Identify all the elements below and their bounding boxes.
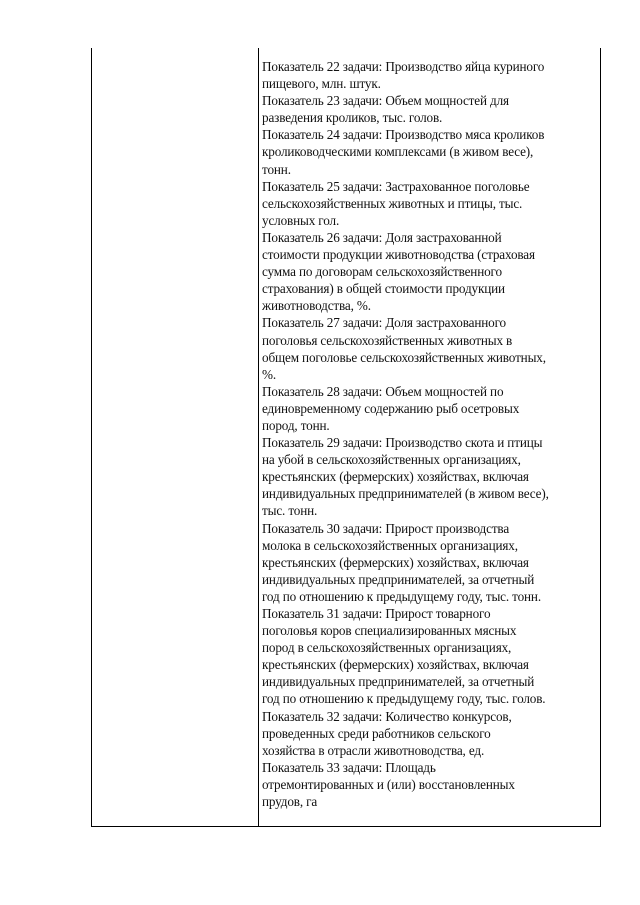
text-line: Показатель 24 задачи: Производство мяса кроликов bbox=[262, 127, 545, 143]
text-line: крестьянских (фермерских) хозяйствах, включая bbox=[262, 657, 529, 673]
text-line: крестьянских (фермерских) хозяйствах, включая bbox=[262, 469, 529, 485]
text-line: тыс. тонн. bbox=[262, 503, 318, 519]
text-line: Показатель 32 задачи: Количество конкурсов, bbox=[262, 708, 512, 724]
text-line: сумма по договорам сельскохозяйственного bbox=[262, 264, 502, 280]
text-line: на убой в сельскохозяйственных организациях, bbox=[262, 452, 521, 468]
text-line: сельскохозяйственных животных и птицы, тыс. bbox=[262, 195, 523, 211]
text-line: Показатель 26 задачи: Доля застрахованной bbox=[262, 229, 502, 245]
text-line: Показатель 29 задачи: Производство скота и птицы bbox=[262, 435, 543, 451]
text-line: стоимости продукции животноводства (страховая bbox=[262, 247, 535, 263]
text-line: страхования) в общей стоимости продукции bbox=[262, 281, 505, 297]
text-line: Показатель 33 задачи: Площадь bbox=[262, 759, 436, 775]
text-line: Показатель 30 задачи: Прирост производства bbox=[262, 520, 510, 536]
text-line: кролиководческими комплексами (в живом весе), bbox=[262, 144, 534, 160]
text-line: условных гол. bbox=[262, 212, 340, 228]
text-line: отремонтированных и (или) восстановленных bbox=[262, 776, 515, 792]
text-line: индивидуальных предпринимателей, за отчетный bbox=[262, 571, 535, 587]
text-line: год по отношению к предыдущему году, тыс. голов. bbox=[262, 691, 546, 707]
text-line: единовременному содержанию рыб осетровых bbox=[262, 400, 520, 416]
text-line: тонн. bbox=[262, 161, 291, 177]
text-line: поголовья коров специализированных мясных bbox=[262, 623, 517, 639]
text-line: пищевого, млн. штук. bbox=[262, 76, 381, 92]
text-line: Показатель 25 задачи: Застрахованное поголовье bbox=[262, 178, 530, 194]
text-line: пород в сельскохозяйственных организациях, bbox=[262, 640, 512, 656]
text-line: пород, тонн. bbox=[262, 417, 330, 433]
text-line: Показатель 22 задачи: Производство яйца куриного bbox=[262, 59, 545, 74]
text-line: индивидуальных предпринимателей, за отчетный bbox=[262, 674, 535, 690]
text-line: животноводства, %. bbox=[262, 298, 371, 314]
text-line: Показатель 23 задачи: Объем мощностей для bbox=[262, 93, 509, 109]
text-line: год по отношению к предыдущему году, тыс. тонн. bbox=[262, 588, 541, 604]
column-divider bbox=[258, 48, 259, 827]
text-line: поголовья сельскохозяйственных животных в bbox=[262, 332, 513, 348]
text-line: общем поголовье сельскохозяйственных животных, bbox=[262, 349, 546, 365]
text-line: разведения кроликов, тыс. голов. bbox=[262, 110, 443, 126]
text-line: прудов, га bbox=[262, 794, 318, 810]
text-line: Показатель 27 задачи: Доля застрахованного bbox=[262, 315, 506, 331]
text-line: Показатель 28 задачи: Объем мощностей по bbox=[262, 383, 504, 399]
text-line: %. bbox=[262, 366, 276, 382]
text-line: проведенных среди работников сельского bbox=[262, 725, 491, 741]
text-line: Показатель 31 задачи: Прирост товарного bbox=[262, 606, 491, 621]
text-line: молока в сельскохозяйственных организациях, bbox=[262, 537, 518, 553]
text-line: хозяйства в отрасли животноводства, ед. bbox=[262, 742, 485, 758]
text-line: крестьянских (фермерских) хозяйствах, включая bbox=[262, 554, 529, 570]
text-line: индивидуальных предпринимателей (в живом весе), bbox=[262, 486, 549, 502]
indicator-cell bbox=[262, 58, 600, 810]
